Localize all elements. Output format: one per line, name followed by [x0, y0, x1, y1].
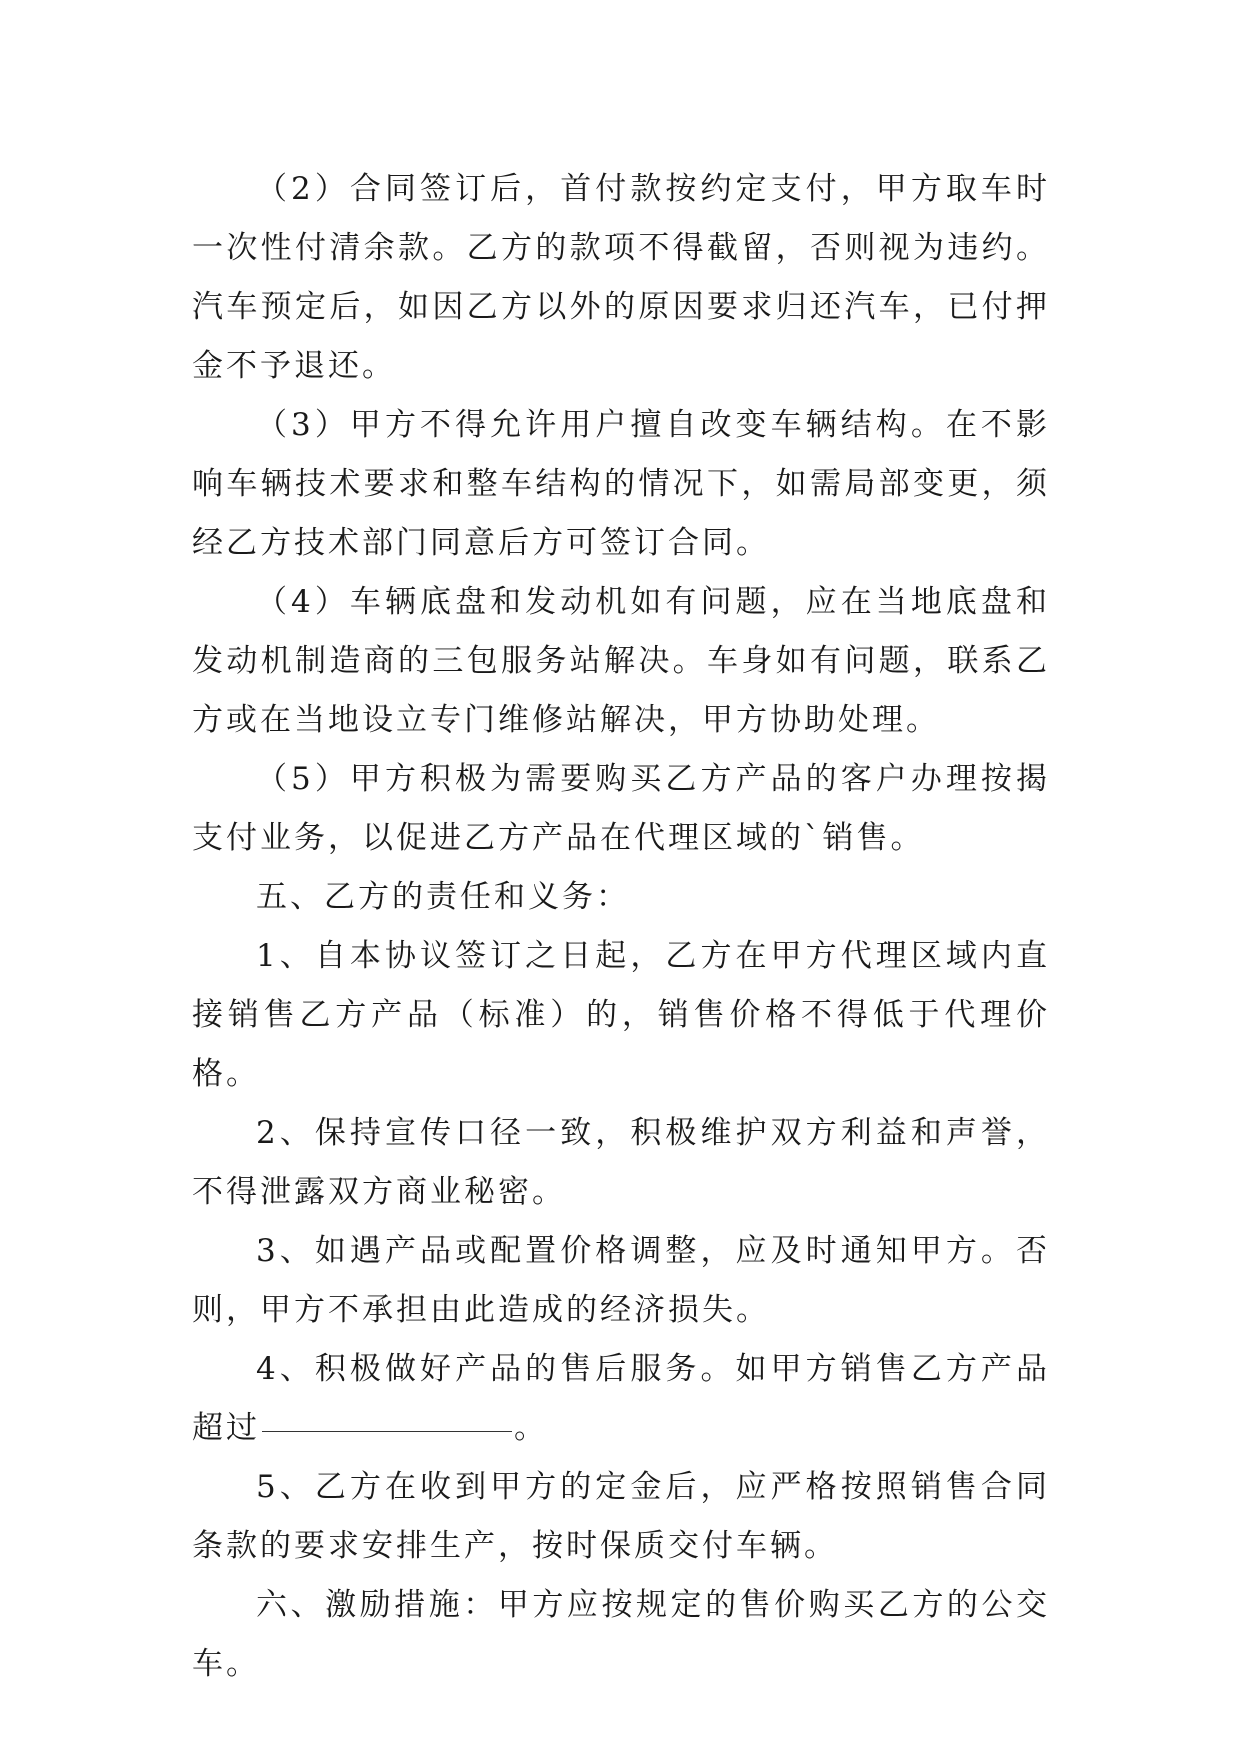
clause-4-text: 4、积极做好产品的售后服务。如甲方销售乙方产品超过: [192, 1351, 1050, 1446]
clause-2-confidentiality: 2、保持宣传口径一致，积极维护双方利益和声誉，不得泄露双方商业秘密。: [192, 1115, 1050, 1210]
paragraph-4-chassis: （4）车辆底盘和发动机如有问题，应在当地底盘和发动机制造商的三包服务站解决。车身如有问题，联系乙方或在当地设立专门维修站解决，甲方协助处理。: [192, 584, 1050, 738]
clause-4-after-sales: [192, 1340, 1050, 1458]
clause-1-pricing: 1、自本协议签订之日起，乙方在甲方代理区域内直接销售乙方产品（标准）的，销售价格不得低于代理价格。: [192, 938, 1050, 1092]
section-heading-party-b-duties: 五、乙方的责任和义务：: [256, 879, 630, 915]
paragraph-3-structure: （3）甲方不得允许用户擅自改变车辆结构。在不影响车辆技术要求和整车结构的情况下，如需局部变更，须经乙方技术部门同意后方可签订合同。: [192, 407, 1050, 561]
paragraph-2-payment: （2）合同签订后，首付款按约定支付，甲方取车时一次性付清余款。乙方的款项不得截留，否则视为违约。汽车预定后，如因乙方以外的原因要求归还汽车，已付押金不予退还。: [192, 171, 1050, 384]
paragraph-5-mortgage: （5）甲方积极为需要购买乙方产品的客户办理按揭支付业务，以促进乙方产品在代理区域的`销售。: [192, 761, 1050, 856]
clause-3-price-adjustment: 3、如遇产品或配置价格调整，应及时通知甲方。否则，甲方不承担由此造成的经济损失。: [192, 1233, 1050, 1328]
clause-5-production: 5、乙方在收到甲方的定金后，应严格按照销售合同条款的要求安排生产，按时保质交付车辆。: [192, 1469, 1050, 1564]
clause-4-end: 。: [514, 1410, 548, 1446]
section-heading-incentives: 六、激励措施：甲方应按规定的售价购买乙方的公交车。: [192, 1587, 1050, 1682]
fill-in-blank-line: [262, 1430, 512, 1432]
document-body: [192, 160, 1050, 1694]
